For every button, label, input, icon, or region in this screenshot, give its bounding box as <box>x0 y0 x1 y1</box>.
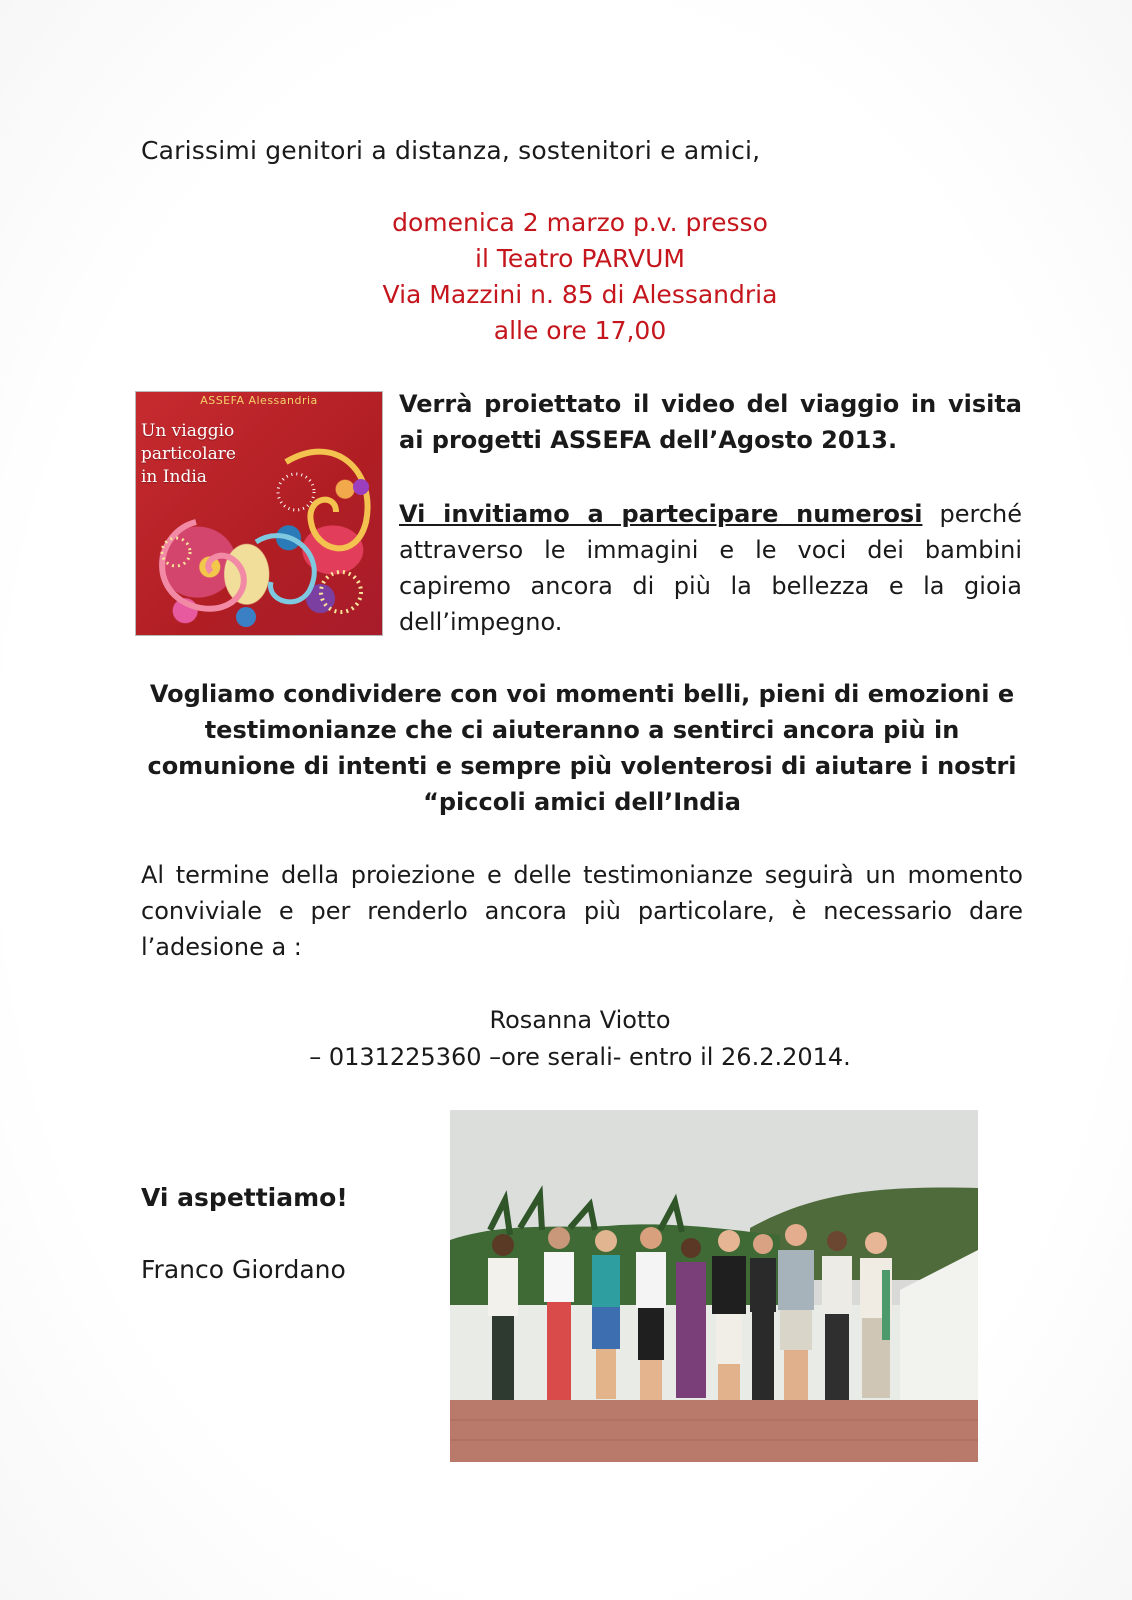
cover-title-line: particolare <box>141 444 236 464</box>
group-photo <box>450 1110 978 1462</box>
invite-paragraph <box>399 496 1022 640</box>
signature: Franco Giordano <box>141 1255 346 1284</box>
invite-text: perché attraverso le immagini e le voci dei bambini capiremo ancora di più la bellezza e la gioia dell’impegno. <box>399 500 1023 636</box>
cover-publisher: ASSEFA Alessandria <box>200 394 318 407</box>
contact-block <box>280 1002 880 1076</box>
cover-title-line: in India <box>141 467 207 487</box>
book-cover-image <box>136 392 382 635</box>
cover-title-line: Un viaggio <box>141 421 235 441</box>
contact-name: Rosanna Viotto <box>489 1006 671 1034</box>
closing-greeting: Vi aspettiamo! <box>141 1183 348 1212</box>
event-address: Via Mazzini n. 85 di Alessandria <box>382 280 778 309</box>
event-details <box>280 205 880 349</box>
share-paragraph: Vogliamo condividere con voi momenti belli, pieni di emozioni e testimonianze che ci aiuteranno a sentirci ancora più in comunione di intenti e sempre più volenterosi di aiutare i nostri “piccoli amici dell’India <box>147 680 1017 816</box>
contact-details: – 0131225360 –ore serali- entro il 26.2.2014. <box>309 1043 851 1071</box>
cover-title <box>141 420 271 489</box>
closing-paragraph: Al termine della proiezione e delle testimonianze seguirà un momento conviviale e per renderlo ancora più particolare, è necessario dare l’adesione a : <box>141 861 1023 961</box>
invite-emphasis: Vi invitiamo a partecipare numerosi <box>399 500 923 528</box>
event-date: domenica 2 marzo p.v. presso <box>392 208 768 237</box>
salutation: Carissimi genitori a distanza, sostenitori e amici, <box>141 136 761 165</box>
intro-paragraph: Verrà proiettato il video del viaggio in visita ai progetti ASSEFA dell’Agosto 2013. <box>399 390 1022 454</box>
group-photo-illustration <box>450 1110 978 1462</box>
event-time: alle ore 17,00 <box>493 316 667 345</box>
event-venue: il Teatro PARVUM <box>475 244 685 273</box>
